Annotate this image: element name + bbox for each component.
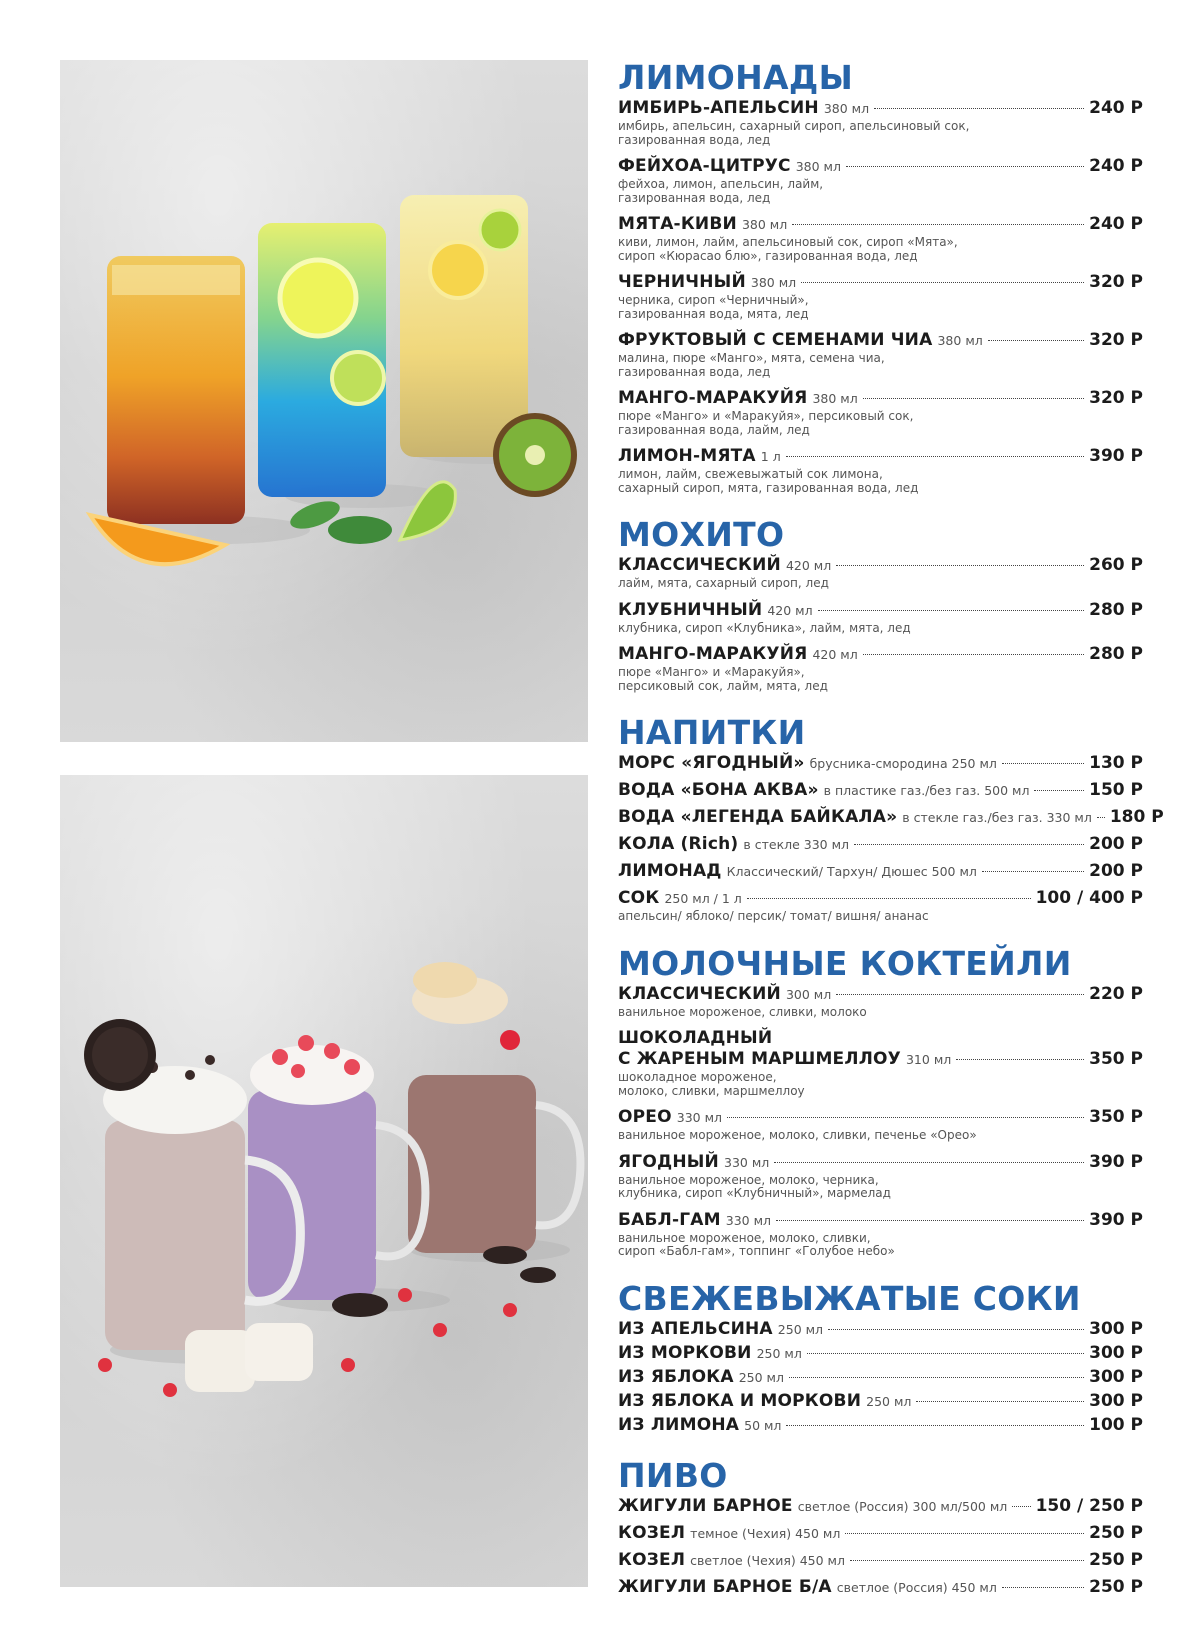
item-volume: 380 мл [823, 101, 870, 116]
menu-item [618, 98, 1143, 147]
section-lemonades [618, 58, 1143, 495]
leader-dots [982, 871, 1084, 872]
leader-dots [1002, 1587, 1084, 1588]
item-price: 320 Р [1089, 272, 1143, 292]
milkshakes-photo [60, 775, 588, 1587]
section-title: ПИВО [618, 1455, 728, 1495]
leader-dots [801, 282, 1084, 283]
item-name: ИЗ ЯБЛОКА [618, 1366, 734, 1387]
item-price: 220 Р [1089, 983, 1143, 1004]
item-volume: 250 мл [756, 1345, 802, 1361]
item-volume: светлое (Чехия) 450 мл [690, 1552, 845, 1568]
item-name: МАНГО-МАРАКУЙЯ [618, 644, 808, 664]
item-price: 390 Р [1089, 446, 1143, 466]
leader-dots [1097, 817, 1105, 818]
item-name: ЯГОДНЫЙ [618, 1151, 719, 1172]
item-volume: 1 л [760, 449, 781, 464]
item-price: 280 Р [1089, 644, 1143, 664]
item-volume: 380 мл [812, 391, 858, 406]
item-name: ИМБИРЬ-АПЕЛЬСИН [618, 98, 819, 118]
item-price: 180 Р [1109, 807, 1164, 827]
item-name: СОК [618, 888, 660, 908]
menu-item [618, 1391, 1143, 1412]
leader-dots [854, 844, 1084, 845]
item-price: 390 Р [1089, 1151, 1143, 1172]
item-volume: брусника-смородина 250 мл [809, 756, 997, 771]
item-name: КОЗЕЛ [618, 1549, 686, 1570]
item-volume: 380 мл [741, 217, 788, 232]
item-volume: в стекле 330 мл [743, 837, 850, 852]
item-description: ванильное мороженое, молоко, сливки, печенье «Орео» [618, 1128, 977, 1142]
item-price: 320 Р [1089, 388, 1143, 408]
item-volume: в пластике газ./без газ. 500 мл [823, 783, 1030, 798]
milkshakes-illustration [60, 775, 588, 1587]
item-volume: в стекле газ./без газ. 330 мл [902, 810, 1092, 825]
item-price: 390 Р [1089, 1209, 1143, 1230]
menu-item [618, 1550, 1143, 1571]
item-name: МЯТА-КИВИ [618, 214, 737, 234]
leader-dots [846, 166, 1084, 167]
menu-item [618, 834, 1143, 855]
leader-dots [863, 654, 1084, 655]
item-description: имбирь, апельсин, сахарный сироп, апельсиновый сок, газированная вода, лед [618, 119, 970, 147]
menu-item [618, 555, 1143, 591]
item-price: 150 / 250 Р [1035, 1495, 1143, 1516]
leader-dots [863, 398, 1084, 399]
item-description: лайм, мята, сахарный сироп, лед [618, 576, 829, 590]
leader-dots [776, 1220, 1084, 1221]
item-price: 200 Р [1089, 861, 1143, 881]
leader-dots [789, 1377, 1084, 1378]
item-name: ВОДА «ЛЕГЕНДА БАЙКАЛА» [618, 807, 898, 827]
item-description: апельсин/ яблоко/ персик/ томат/ вишня/ ананас [618, 909, 929, 923]
menu-item [618, 330, 1143, 379]
leader-dots [792, 224, 1084, 225]
item-volume: 420 мл [785, 558, 832, 573]
menu-item [618, 1152, 1143, 1201]
item-description: пюре «Манго» и «Маракуйя», персиковый сок, газированная вода, лайм, лед [618, 409, 914, 437]
menu-item [618, 214, 1143, 263]
item-volume: Классический/ Тархун/ Дюшес 500 мл [726, 864, 977, 879]
item-price: 300 Р [1089, 1318, 1143, 1339]
leader-dots [1034, 790, 1084, 791]
item-volume: светлое (Россия) 300 мл/500 мл [797, 1498, 1008, 1514]
item-price: 130 Р [1089, 753, 1143, 773]
menu-item [618, 1523, 1143, 1544]
menu-item [618, 1415, 1143, 1436]
item-volume: 380 мл [795, 159, 841, 174]
item-description: ванильное мороженое, молоко, черника, клубника, сироп «Клубничный», мармелад [618, 1172, 891, 1200]
item-volume: 250 мл [738, 1369, 784, 1385]
item-name: ЛИМОНАД [618, 861, 722, 881]
item-name: КОЗЕЛ [618, 1522, 686, 1543]
item-price: 260 Р [1089, 555, 1143, 575]
section-title: МОЛОЧНЫЕ КОКТЕЙЛИ [618, 943, 1072, 983]
section-drinks [618, 713, 1164, 924]
item-price: 300 Р [1089, 1366, 1143, 1387]
item-name: ИЗ ЯБЛОКА И МОРКОВИ [618, 1390, 862, 1411]
item-name: ЖИГУЛИ БАРНОЕ [618, 1495, 793, 1516]
item-description: ванильное мороженое, сливки, молоко [618, 1004, 867, 1019]
item-name: ИЗ ЛИМОНА [618, 1414, 740, 1435]
section-mojito [618, 515, 1143, 693]
leader-dots [727, 1117, 1084, 1118]
item-name: ИЗ МОРКОВИ [618, 1342, 752, 1363]
section-title: НАПИТКИ [618, 713, 806, 752]
menu-item [618, 807, 1164, 828]
item-price: 320 Р [1089, 330, 1143, 350]
menu-item [618, 1496, 1143, 1517]
item-volume: светлое (Россия) 450 мл [836, 1579, 997, 1595]
item-description: киви, лимон, лайм, апельсиновый сок, сироп «Мята», сироп «Кюрасао блю», газированная вода, лед [618, 235, 958, 263]
section-title: ЛИМОНАДЫ [618, 58, 854, 97]
item-price: 200 Р [1089, 834, 1143, 854]
item-description: малина, пюре «Манго», мята, семена чиа, газированная вода, лед [618, 351, 885, 379]
item-name: ЛИМОН-МЯТА [618, 446, 756, 466]
item-name: ФЕЙХОА-ЦИТРУС [618, 156, 791, 176]
item-description: пюре «Манго» и «Маракуйя», персиковый сок, лайм, мята, лед [618, 665, 828, 693]
leader-dots [850, 1560, 1084, 1561]
item-description: шоколадное мороженое, молоко, сливки, маршмеллоу [618, 1070, 805, 1098]
item-price: 250 Р [1089, 1576, 1143, 1597]
item-price: 300 Р [1089, 1390, 1143, 1411]
item-name: КЛУБНИЧНЫЙ [618, 599, 763, 620]
item-name: КЛАССИЧЕСКИЙ [618, 983, 781, 1004]
item-name: ФРУКТОВЫЙ С СЕМЕНАМИ ЧИА [618, 330, 933, 350]
menu-item [618, 600, 1143, 636]
item-volume: 250 мл [866, 1393, 912, 1409]
section-title: СВЕЖЕВЫЖАТЫЕ СОКИ [618, 1278, 1081, 1318]
leader-dots [828, 1329, 1084, 1330]
item-price: 350 Р [1089, 1049, 1143, 1069]
menu-item [618, 1367, 1143, 1388]
leader-dots [786, 1425, 1084, 1426]
item-description: клубника, сироп «Клубника», лайм, мята, лед [618, 620, 911, 635]
item-name: С ЖАРЕНЫМ МАРШМЕЛЛОУ [618, 1049, 901, 1069]
section-milkshakes [618, 944, 1143, 1259]
item-volume: 330 мл [676, 1110, 723, 1125]
item-volume: 420 мл [812, 647, 858, 662]
leader-dots [1002, 763, 1084, 764]
item-price: 280 Р [1089, 599, 1143, 620]
item-price: 300 Р [1089, 1342, 1143, 1363]
section-title: МОХИТО [618, 515, 785, 554]
menu-column [618, 58, 1164, 1618]
item-price: 240 Р [1089, 214, 1143, 234]
menu-item [618, 156, 1143, 205]
lemonades-photo [60, 60, 588, 742]
item-name: ЖИГУЛИ БАРНОЕ Б/А [618, 1576, 832, 1597]
item-name: КОЛА (Rich) [618, 834, 739, 854]
item-price: 350 Р [1089, 1107, 1143, 1127]
menu-item [618, 753, 1143, 774]
item-volume: 300 мл [785, 986, 832, 1002]
item-volume: 250 мл / 1 л [664, 891, 742, 906]
item-name: ИЗ АПЕЛЬСИНА [618, 1318, 773, 1339]
item-name: ЧЕРНИЧНЫЙ [618, 272, 746, 292]
item-volume: 380 мл [937, 333, 983, 348]
item-price: 250 Р [1089, 1522, 1143, 1543]
menu-item [618, 1577, 1143, 1598]
item-price: 150 Р [1089, 780, 1143, 800]
item-name: ОРЕО [618, 1107, 672, 1127]
item-volume: 330 мл [724, 1154, 770, 1170]
item-description: фейхоа, лимон, апельсин, лайм, газированная вода, лед [618, 177, 824, 205]
leader-dots [916, 1401, 1084, 1402]
leader-dots [786, 456, 1084, 457]
leader-dots [1012, 1506, 1030, 1507]
leader-dots [818, 610, 1085, 611]
menu-item [618, 1210, 1143, 1259]
item-description: лимон, лайм, свежевыжатый сок лимона, сахарный сироп, мята, газированная вода, лед [618, 467, 919, 495]
item-description: ванильное мороженое, молоко, сливки, сироп «Бабл-гам», топпинг «Голубое небо» [618, 1230, 895, 1258]
item-volume: 330 мл [725, 1212, 772, 1228]
item-price: 100 / 400 Р [1035, 888, 1143, 908]
item-volume: темное (Чехия) 450 мл [690, 1525, 841, 1541]
leader-dots [807, 1353, 1084, 1354]
menu-item [618, 1028, 1143, 1098]
item-name: БАБЛ-ГАМ [618, 1209, 721, 1230]
leader-dots [836, 565, 1084, 566]
leader-dots [774, 1162, 1084, 1163]
menu-item [618, 1319, 1143, 1340]
item-volume: 310 мл [905, 1052, 952, 1067]
leader-dots [874, 108, 1084, 109]
menu-item [618, 446, 1143, 495]
item-price: 250 Р [1089, 1549, 1143, 1570]
item-price: 100 Р [1089, 1414, 1143, 1435]
item-name: ВОДА «БОНА АКВА» [618, 780, 819, 800]
menu-item [618, 861, 1143, 882]
menu-item [618, 1343, 1143, 1364]
item-name: МАНГО-МАРАКУЙЯ [618, 388, 808, 408]
menu-item [618, 780, 1143, 801]
leader-dots [845, 1533, 1084, 1534]
menu-item [618, 888, 1143, 924]
section-fresh-juices [618, 1279, 1143, 1436]
item-price: 240 Р [1089, 156, 1143, 176]
leader-dots [956, 1059, 1084, 1060]
item-name: МОРС «ЯГОДНЫЙ» [618, 753, 805, 773]
menu-item [618, 644, 1143, 693]
menu-item [618, 272, 1143, 321]
section-beer [618, 1456, 1143, 1598]
lemonades-illustration [60, 60, 588, 742]
menu-item [618, 984, 1143, 1020]
item-description: черника, сироп «Черничный», газированная вода, мята, лед [618, 293, 809, 321]
leader-dots [747, 898, 1031, 899]
leader-dots [988, 340, 1084, 341]
item-volume: 420 мл [767, 602, 813, 618]
item-name: КЛАССИЧЕСКИЙ [618, 555, 781, 575]
menu-item [618, 388, 1143, 437]
item-volume: 380 мл [750, 275, 797, 290]
item-name-first-line: ШОКОЛАДНЫЙ [618, 1028, 773, 1048]
item-price: 240 Р [1089, 98, 1143, 118]
menu-item [618, 1107, 1143, 1143]
leader-dots [836, 994, 1084, 995]
item-volume: 50 мл [744, 1417, 782, 1433]
item-volume: 250 мл [777, 1321, 824, 1337]
